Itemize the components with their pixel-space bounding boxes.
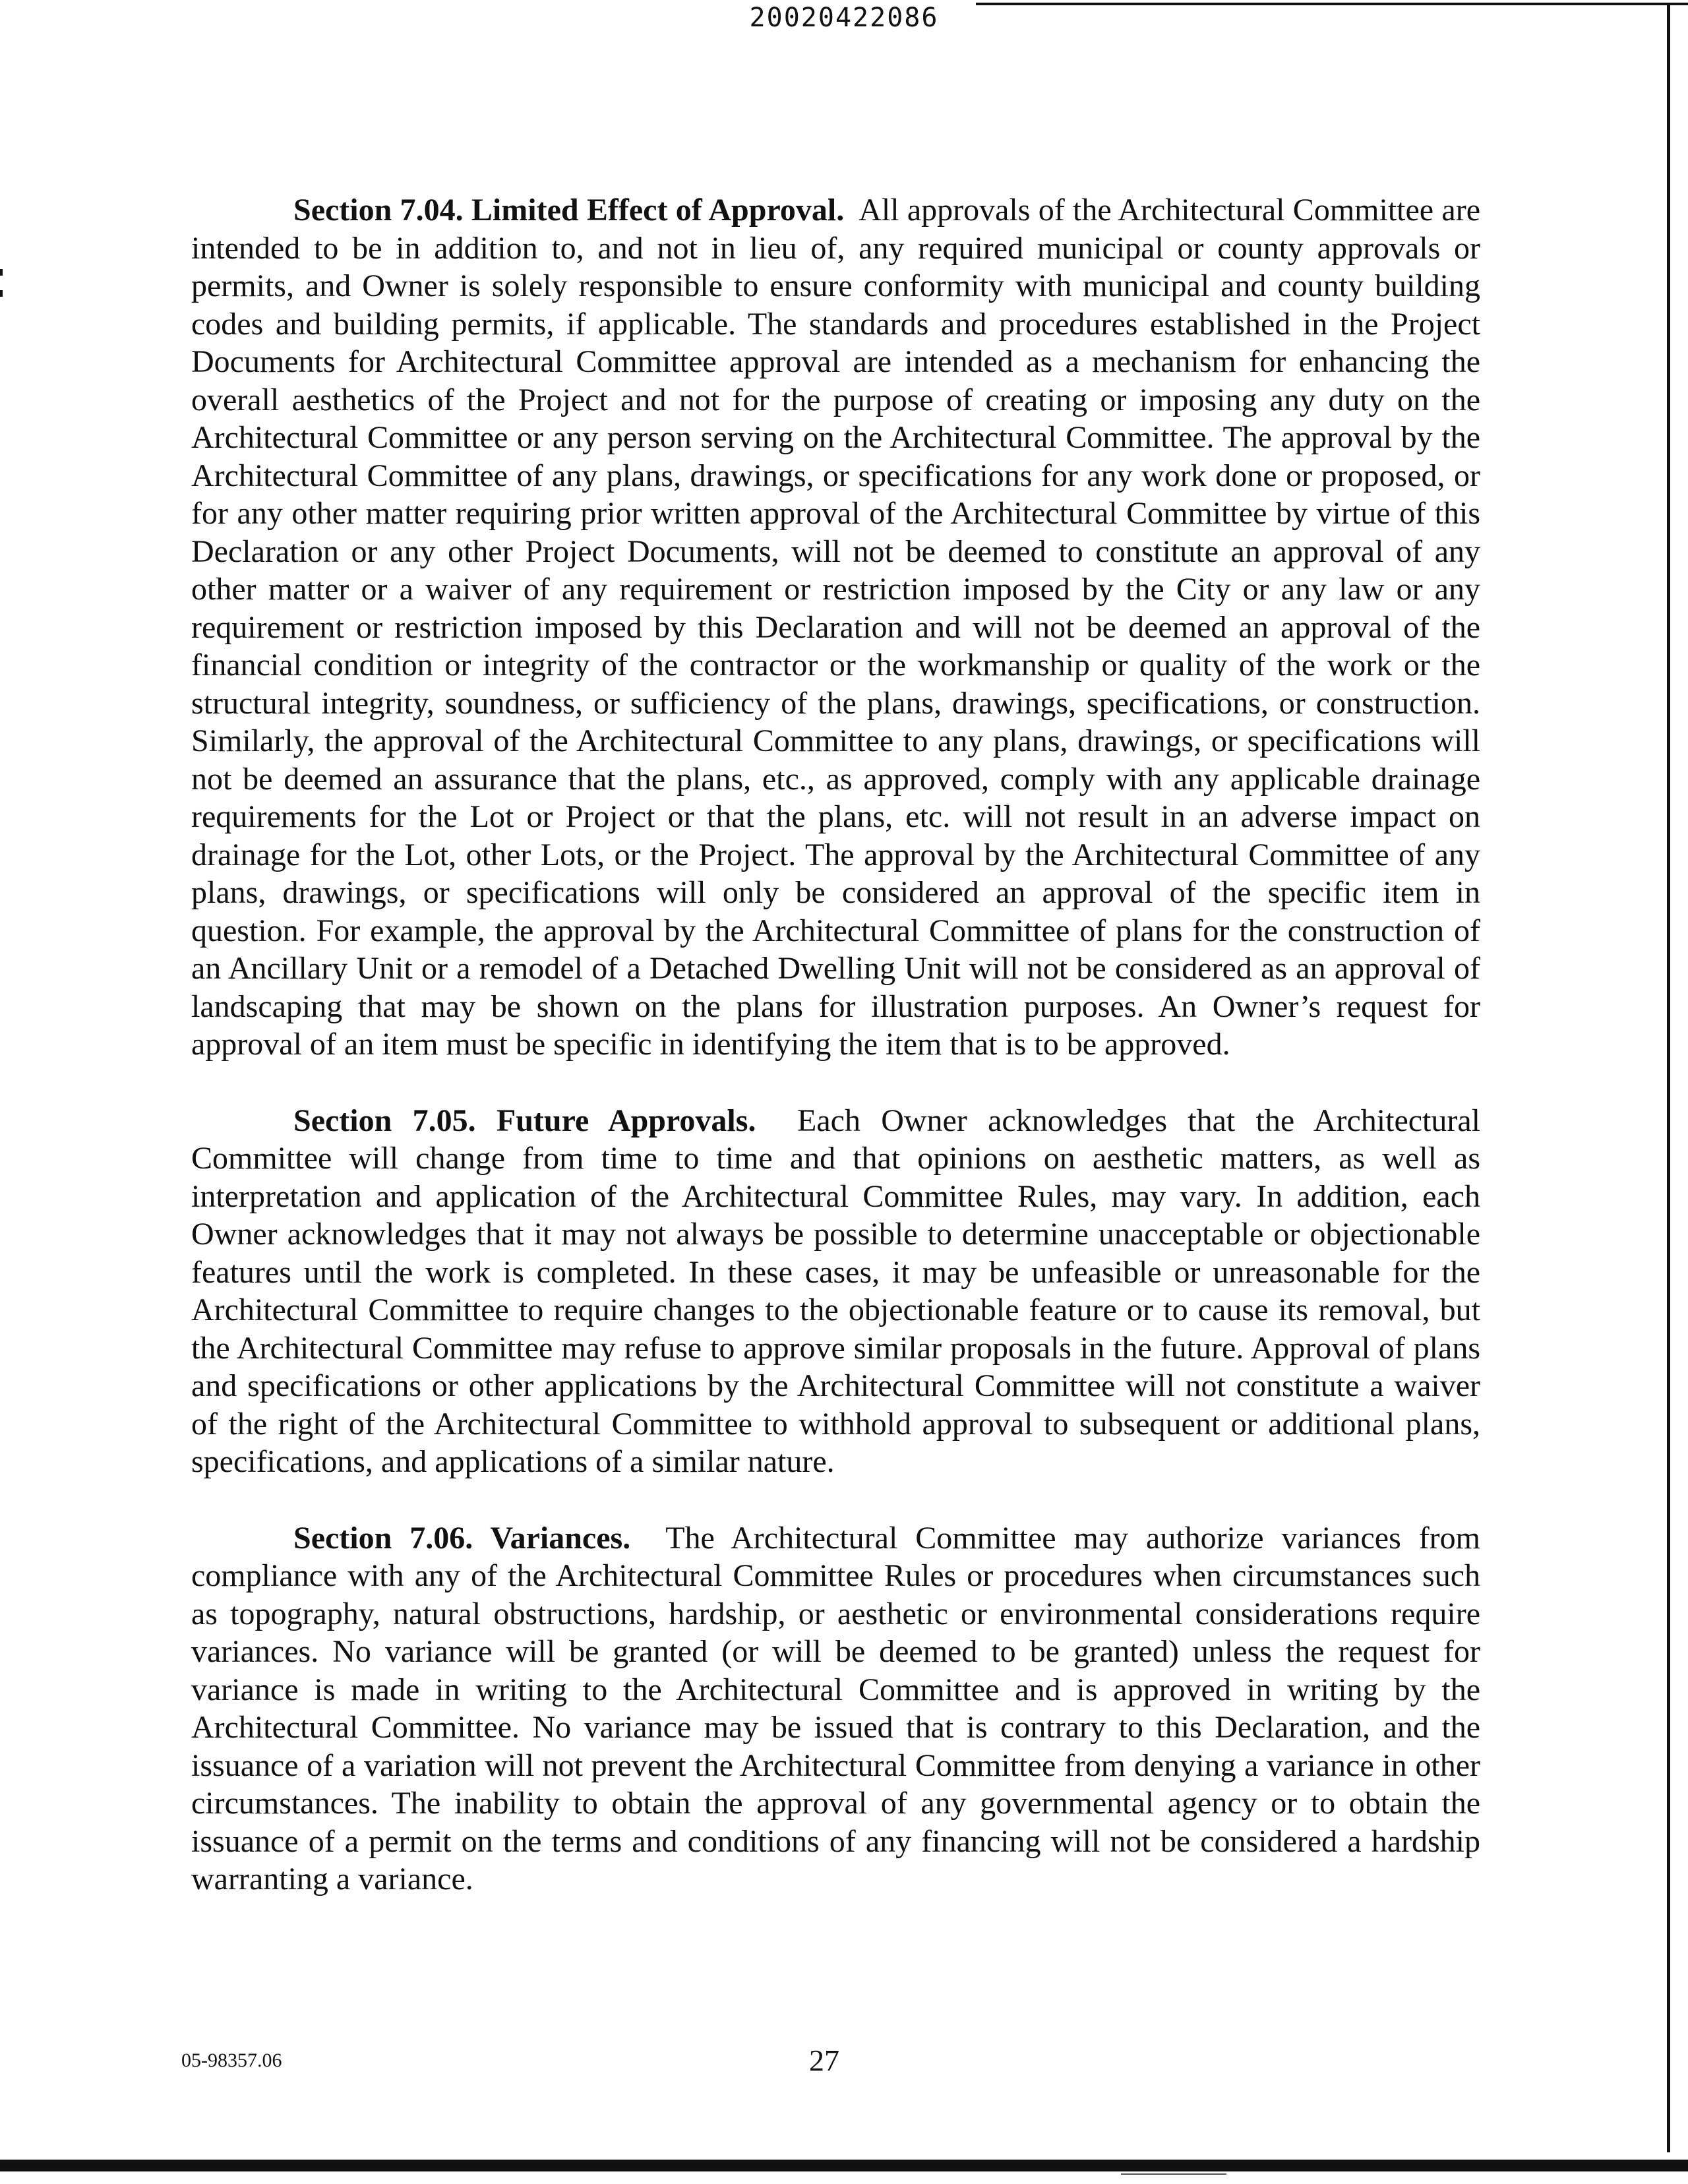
scan-edge-bottom [0,2160,1688,2171]
section-text: Each Owner acknowledges that the Architectural Committee will change from time to time and that opinions on aesthetic matters, as well as interpretation and application of the Architectural Committee Rules, may vary. In addition, each Owner acknowledges that it may not always be possible to determine unacceptable or objectionable features until the work is completed. In these cases, it may be unfeasible or unreasonable for the Architectural Committee to require changes to the objectionable feature or to cause its removal, but the Architectural Committee may refuse to approve similar proposals in the future. Approval of plans and specifications or other applications by the Architectural Committee will not constitute a waiver of the right of the Architectural Committee to withhold approval to subsequent or additional plans, specifications, and applications of a similar nature. [191,1103,1481,1479]
section-text: All approvals of the Architectural Committee are intended to be in addition to, and not in lieu of, any required municipal or county approvals or permits, and Owner is solely responsible to ensure conformity with municipal and county building codes and building permits, if applicable. The standards and procedures established in the Project Documents for Architectural Committee approval are intended as a mechanism for enhancing the overall aesthetics of the Project and not for the purpose of creating or imposing any duty on the Architectural Committee or any person serving on the Architectural Committee. The approval by the Architectural Committee of any plans, drawings, or specifications for any work done or proposed, or for any other matter requiring prior written approval of the Architectural Committee by virtue of this Declaration or any other Project Documents, will not be deemed to constitute an approval of any other matter or a waiver of any requirement or restriction imposed by the City or any law or any requirement or restriction imposed by this Declaration and will not be deemed an approval of the financial condition or integrity of the contractor or the workmanship or quality of the work or the structural integrity, soundness, or sufficiency of the plans, drawings, specifications, or construction. Similarly, the approval of the Architectural Committee to any plans, drawings, or specifications will not be deemed an assurance that the plans, etc., as approved, comply with any applicable drainage requirements for the Lot or Project or that the plans, etc. will not result in an adverse impact on drainage for the Lot, other Lots, or the Project. The approval by the Architectural Committee of any plans, drawings, or specifications will only be considered an approval of the specific item in question. For example, the approval by the Architectural Committee of plans for the construction of an Ancillary Unit or a remodel of a Detached Dwelling Unit will not be considered as an approval of landscaping that may be shown on the plans for illustration purposes. An Owner’s request for approval of an item must be specific in identifying the item that is to be approved. [191,193,1481,1062]
section-7-04 [191,191,1480,1064]
document-number: 20020422086 [749,3,939,33]
document-body [191,191,1480,1937]
section-7-06 [191,1519,1480,1898]
section-text: The Architectural Committee may authorize variances from compliance with any of the Architectural Committee Rules or procedures when circumstances such as topography, natural obstructions, hardship, or aesthetic or environmental considerations require variances. No variance will be granted (or will be deemed to be granted) unless the request for variance is made in writing to the Architectural Committee and is approved in writing by the Architectural Committee. No variance may be issued that is contrary to this Declaration, and the issuance of a variation will not prevent the Architectural Committee from denying a variance in other circumstances. The inability to obtain the approval of any governmental agency or to obtain the issuance of a permit on the terms and conditions of any financing will not be considered a hardship warranting a variance. [191,1520,1480,1896]
scan-edge-right [1667,3,1670,2152]
section-heading: Section 7.06. Variances. [293,1520,631,1556]
scan-mark [0,290,3,297]
scan-edge-bottom-thin [1121,2173,1226,2175]
section-7-05 [191,1102,1480,1481]
page-number: 27 [809,2044,839,2077]
footer-document-code: 05-98357.06 [181,2049,282,2071]
scan-mark [0,269,3,276]
section-heading: Section 7.04. Limited Effect of Approval. [293,193,845,228]
section-heading: Section 7.05. Future Approvals. [293,1103,756,1138]
